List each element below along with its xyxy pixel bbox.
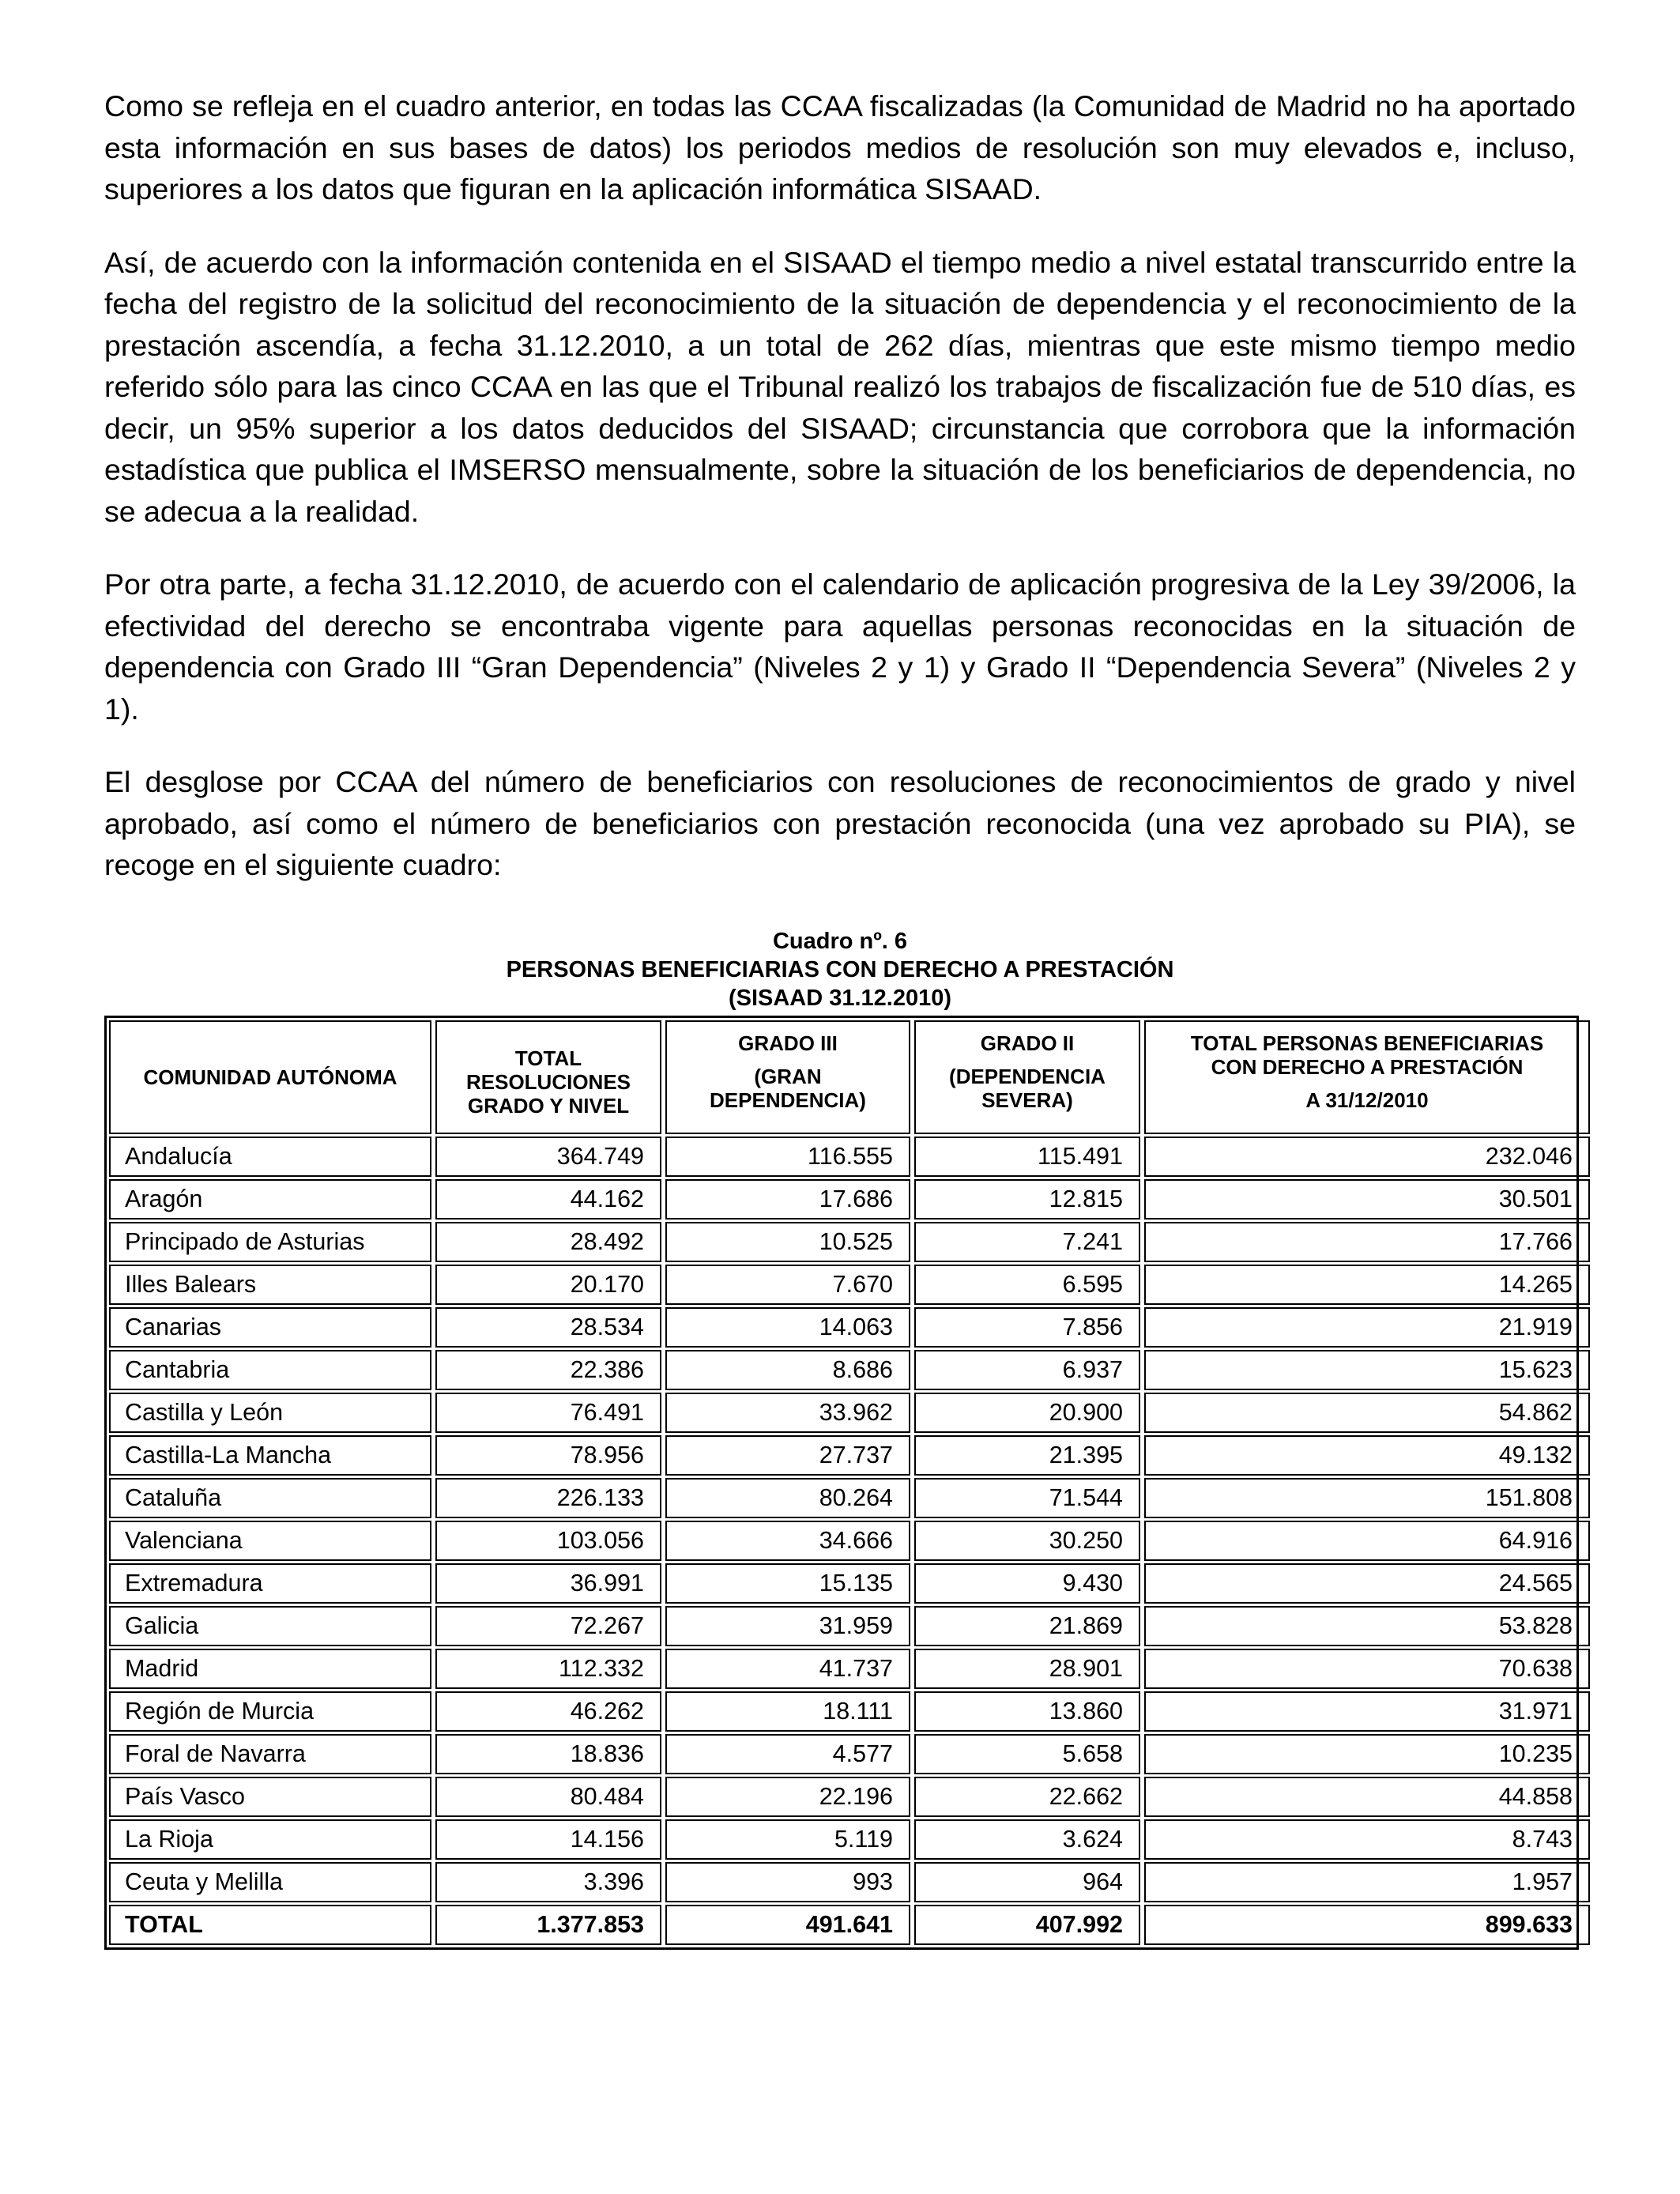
cell-comunidad: Región de Murcia: [109, 1691, 431, 1732]
cell-grado-ii: 7.856: [914, 1307, 1140, 1348]
cell-comunidad: País Vasco: [109, 1777, 431, 1817]
cell-comunidad: Principado de Asturias: [109, 1222, 431, 1262]
cell-total-beneficiarias: 8.743: [1144, 1819, 1590, 1860]
header-total-beneficiarias: TOTAL PERSONAS BENEFICIARIAS CON DERECHO A PRESTACIÓN A 31/12/2010: [1144, 1020, 1590, 1134]
table-row: [109, 1435, 1590, 1476]
cell-total-beneficiarias: 54.862: [1144, 1393, 1590, 1433]
cell-total-resoluciones: 1.377.853: [435, 1905, 661, 1945]
cell-grado-iii: 14.063: [665, 1307, 910, 1348]
cell-total-beneficiarias: 15.623: [1144, 1350, 1590, 1390]
cell-total-resoluciones: 28.534: [435, 1307, 661, 1348]
table-row: [109, 1777, 1590, 1817]
caption-source: (SISAAD 31.12.2010): [728, 985, 952, 1011]
cell-grado-iii: 34.666: [665, 1521, 910, 1561]
cell-total-beneficiarias: 49.132: [1144, 1435, 1590, 1476]
cell-total-beneficiarias: 232.046: [1144, 1137, 1590, 1177]
header-total-resoluciones: TOTAL RESOLUCIONES GRADO Y NIVEL: [435, 1020, 661, 1134]
cell-grado-ii: 22.662: [914, 1777, 1140, 1817]
cell-total-resoluciones: 3.396: [435, 1862, 661, 1902]
cell-total-beneficiarias: 10.235: [1144, 1734, 1590, 1774]
cell-comunidad: Castilla-La Mancha: [109, 1435, 431, 1476]
cell-grado-ii: 20.900: [914, 1393, 1140, 1433]
table-total-row: [109, 1905, 1590, 1945]
cell-comunidad: Ceuta y Melilla: [109, 1862, 431, 1902]
table-row: [109, 1606, 1590, 1646]
cell-comunidad: Cataluña: [109, 1478, 431, 1518]
table-row: [109, 1393, 1590, 1433]
cell-grado-ii: 6.595: [914, 1265, 1140, 1305]
cell-total-resoluciones: 364.749: [435, 1137, 661, 1177]
cell-grado-iii: 33.962: [665, 1393, 910, 1433]
caption-title: PERSONAS BENEFICIARIAS CON DERECHO A PRESTACIÓN: [506, 956, 1174, 982]
cell-total-resoluciones: 103.056: [435, 1521, 661, 1561]
cell-grado-iii: 993: [665, 1862, 910, 1902]
cell-comunidad: Illes Balears: [109, 1265, 431, 1305]
cell-grado-ii: 21.869: [914, 1606, 1140, 1646]
cell-total-resoluciones: 112.332: [435, 1649, 661, 1689]
cell-grado-ii: 71.544: [914, 1478, 1140, 1518]
cell-grado-iii: 15.135: [665, 1563, 910, 1604]
cell-total-resoluciones: 226.133: [435, 1478, 661, 1518]
cell-total-beneficiarias: 31.971: [1144, 1691, 1590, 1732]
cell-grado-iii: 17.686: [665, 1179, 910, 1220]
table-row: [109, 1862, 1590, 1902]
header-comunidad: COMUNIDAD AUTÓNOMA: [109, 1020, 431, 1134]
cell-total-beneficiarias: 1.957: [1144, 1862, 1590, 1902]
cell-grado-ii: 3.624: [914, 1819, 1140, 1860]
cell-grado-ii: 13.860: [914, 1691, 1140, 1732]
paragraph-1: Como se refleja en el cuadro anterior, en todas las CCAA fiscalizadas (la Comunidad de Madrid no ha aportado esta información en sus bases de datos) los periodos medios de resolución son muy elevados e, incluso, superiores a los datos que figuran en la aplicación informática SISAAD.: [104, 89, 1576, 205]
cell-grado-iii: 4.577: [665, 1734, 910, 1774]
paragraph-2: Así, de acuerdo con la información contenida en el SISAAD el tiempo medio a nivel estatal transcurrido entre la fecha del registro de la solicitud del reconocimiento de la situación de dependencia y el reconocimiento de la prestación ascendía, a fecha 31.12.2010, a un total de 262 días, mientras que este mismo tiempo medio referido sólo para las cinco CCAA en las que el Tribunal realizó los trabajos de fiscalización fue de 510 días, es decir, un 95% superior a los datos deducidos del SISAAD; circunstancia que corrobora que la información estadística que publica el IMSERSO mensualmente, sobre la situación de los beneficiarios de dependencia, no se adecua a la realidad.: [104, 245, 1576, 528]
cell-grado-ii: 407.992: [914, 1905, 1140, 1945]
cell-total-beneficiarias: 53.828: [1144, 1606, 1590, 1646]
cell-grado-ii: 30.250: [914, 1521, 1140, 1561]
cell-grado-ii: 28.901: [914, 1649, 1140, 1689]
paragraph-3: Por otra parte, a fecha 31.12.2010, de acuerdo con el calendario de aplicación progresiva de la Ley 39/2006, la efectividad del derecho se encontraba vigente para aquellas personas reconocidas en la situación de dependencia con Grado III “Gran Dependencia” (Niveles 2 y 1) y Grado II “Dependencia Severa” (Niveles 2 y 1).: [104, 567, 1576, 726]
cell-comunidad: Foral de Navarra: [109, 1734, 431, 1774]
cell-total-beneficiarias: 14.265: [1144, 1265, 1590, 1305]
cell-total-resoluciones: 36.991: [435, 1563, 661, 1604]
cell-comunidad: Castilla y León: [109, 1393, 431, 1433]
cell-total-beneficiarias: 24.565: [1144, 1563, 1590, 1604]
cell-comunidad: Canarias: [109, 1307, 431, 1348]
table-row: [109, 1649, 1590, 1689]
cell-total-resoluciones: 20.170: [435, 1265, 661, 1305]
cell-grado-ii: 9.430: [914, 1563, 1140, 1604]
cell-comunidad: Extremadura: [109, 1563, 431, 1604]
cell-grado-iii: 5.119: [665, 1819, 910, 1860]
cell-grado-iii: 27.737: [665, 1435, 910, 1476]
table-row: [109, 1307, 1590, 1348]
cell-total-resoluciones: 14.156: [435, 1819, 661, 1860]
table-row: [109, 1222, 1590, 1262]
table-row: [109, 1179, 1590, 1220]
cell-grado-ii: 5.658: [914, 1734, 1140, 1774]
table-row: [109, 1521, 1590, 1561]
cell-total-resoluciones: 80.484: [435, 1777, 661, 1817]
beneficiaries-table: [105, 1018, 1594, 1947]
beneficiaries-table-frame: [104, 1016, 1579, 1950]
cell-grado-ii: 964: [914, 1862, 1140, 1902]
cell-total-beneficiarias: 44.858: [1144, 1777, 1590, 1817]
caption-number: Cuadro nº. 6: [772, 928, 908, 954]
cell-grado-iii: 116.555: [665, 1137, 910, 1177]
cell-total-beneficiarias: 30.501: [1144, 1179, 1590, 1220]
cell-comunidad: TOTAL: [109, 1905, 431, 1945]
cell-grado-ii: 7.241: [914, 1222, 1140, 1262]
cell-total-resoluciones: 44.162: [435, 1179, 661, 1220]
cell-total-resoluciones: 22.386: [435, 1350, 661, 1390]
table-row: [109, 1691, 1590, 1732]
cell-grado-iii: 491.641: [665, 1905, 910, 1945]
table-body: [109, 1137, 1590, 1945]
table-row: [109, 1478, 1590, 1518]
document-page: [104, 85, 1576, 1950]
table-row: [109, 1563, 1590, 1604]
cell-grado-iii: 8.686: [665, 1350, 910, 1390]
cell-comunidad: La Rioja: [109, 1819, 431, 1860]
cell-comunidad: Andalucía: [109, 1137, 431, 1177]
cell-grado-ii: 21.395: [914, 1435, 1140, 1476]
cell-total-beneficiarias: 21.919: [1144, 1307, 1590, 1348]
cell-comunidad: Aragón: [109, 1179, 431, 1220]
cell-grado-ii: 6.937: [914, 1350, 1140, 1390]
cell-total-resoluciones: 18.836: [435, 1734, 661, 1774]
cell-grado-iii: 31.959: [665, 1606, 910, 1646]
cell-total-beneficiarias: 899.633: [1144, 1905, 1590, 1945]
cell-grado-ii: 12.815: [914, 1179, 1140, 1220]
cell-total-resoluciones: 76.491: [435, 1393, 661, 1433]
cell-grado-iii: 22.196: [665, 1777, 910, 1817]
table-row: [109, 1819, 1590, 1860]
cell-grado-iii: 41.737: [665, 1649, 910, 1689]
cell-total-resoluciones: 78.956: [435, 1435, 661, 1476]
header-grado-ii: GRADO II (DEPENDENCIA SEVERA): [914, 1020, 1140, 1134]
table-caption: [104, 927, 1576, 1012]
table-row: [109, 1265, 1590, 1305]
table-header-row: [109, 1020, 1590, 1134]
cell-total-beneficiarias: 17.766: [1144, 1222, 1590, 1262]
cell-grado-iii: 80.264: [665, 1478, 910, 1518]
paragraph-4: El desglose por CCAA del número de beneficiarios con resoluciones de reconocimientos de grado y nivel aprobado, así como el número de beneficiarios con prestación reconocida (una vez aprobado su PIA), se recoge en el siguiente cuadro:: [104, 765, 1576, 881]
table-row: [109, 1734, 1590, 1774]
cell-total-resoluciones: 46.262: [435, 1691, 661, 1732]
cell-comunidad: Valenciana: [109, 1521, 431, 1561]
table-row: [109, 1350, 1590, 1390]
header-grado-iii: GRADO III (GRAN DEPENDENCIA): [665, 1020, 910, 1134]
cell-grado-iii: 7.670: [665, 1265, 910, 1305]
cell-grado-iii: 18.111: [665, 1691, 910, 1732]
cell-comunidad: Cantabria: [109, 1350, 431, 1390]
cell-comunidad: Madrid: [109, 1649, 431, 1689]
cell-comunidad: Galicia: [109, 1606, 431, 1646]
cell-total-resoluciones: 28.492: [435, 1222, 661, 1262]
cell-grado-ii: 115.491: [914, 1137, 1140, 1177]
cell-total-beneficiarias: 64.916: [1144, 1521, 1590, 1561]
cell-total-resoluciones: 72.267: [435, 1606, 661, 1646]
cell-total-beneficiarias: 151.808: [1144, 1478, 1590, 1518]
cell-grado-iii: 10.525: [665, 1222, 910, 1262]
table-row: [109, 1137, 1590, 1177]
cell-total-beneficiarias: 70.638: [1144, 1649, 1590, 1689]
